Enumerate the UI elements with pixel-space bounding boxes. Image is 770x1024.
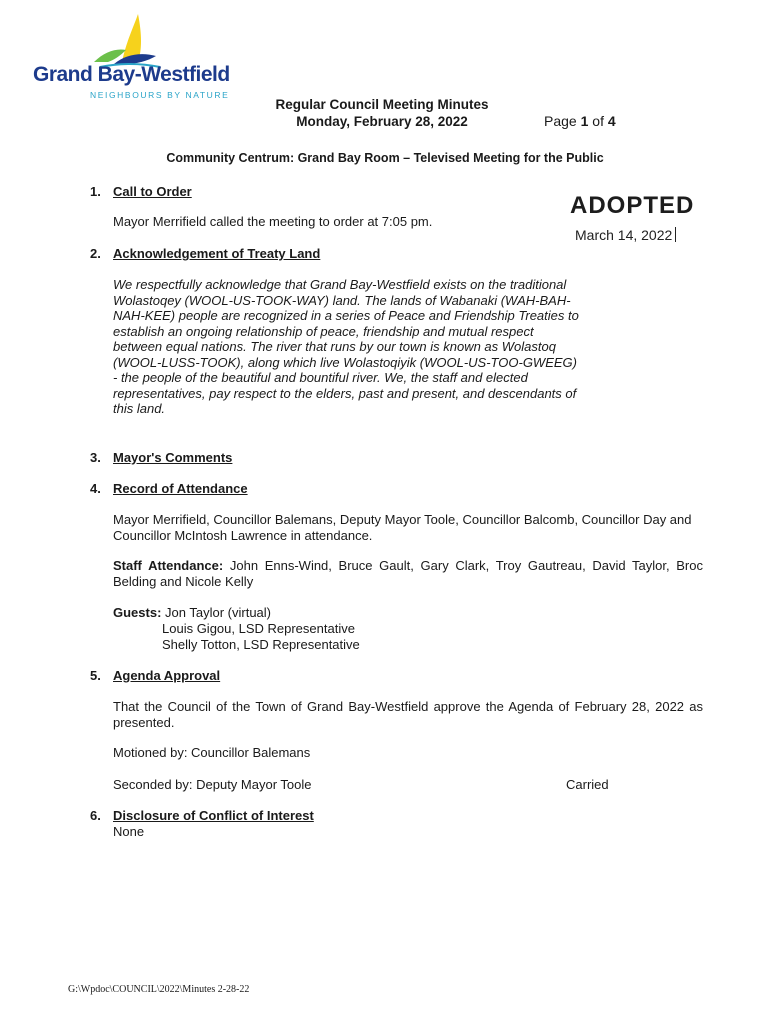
page-indicator [544, 113, 616, 129]
seconded-by: Seconded by: Deputy Mayor Toole [113, 777, 312, 792]
section-1-number: 1. [90, 184, 101, 199]
page-total: 4 [607, 113, 616, 129]
guest-1: Jon Taylor (virtual) [165, 605, 271, 620]
section-1-body: Mayor Merrifield called the meeting to order at 7:05 pm. [113, 214, 433, 229]
logo-wordmark: Grand Bay-Westfield [33, 63, 230, 86]
title-line-1: Regular Council Meeting Minutes [275, 97, 489, 112]
staff-attendance-names: John Enns-Wind, Bruce Gault, Gary Clark, Troy Gautreau, David Taylor, Broc Belding and Nicole Kelly [113, 558, 703, 589]
section-6-number: 6. [90, 808, 101, 823]
page-number: 1 [580, 113, 589, 129]
staff-attendance [113, 558, 703, 590]
treaty-acknowledgement-text: We respectfully acknowledge that Grand Bay-Westfield exists on the traditional Wolastoqey (WOOL-US-TOOK-WAY) land. The lands of Wabanaki (WAH-BAH-NAH-KEE) people are recognized in a series of Peace and Friendship Treaties to establish an ongoing relationship of peace, friendship and mutual respect between equal nations. The river that runs by our town is known as Wolastoq (WOOL-LUSS-TOOK), along which live Wolastoqiyik (WOOL-US-TOO-GWEEG) - the people of the beautiful and bountiful river. We, the staff and elected representatives, pay respect to the elders, past and present, and descendants of this land. [113, 277, 579, 416]
adopted-stamp: ADOPTED [570, 192, 695, 219]
motioned-by: Motioned by: Councillor Balemans [113, 745, 311, 760]
staff-attendance-label: Staff Attendance: [113, 558, 224, 573]
section-6-heading: Disclosure of Conflict of Interest [113, 808, 314, 823]
adopted-date-text: March 14, 2022 [575, 227, 673, 243]
title-line-2: Monday, February 28, 2022 [296, 114, 468, 129]
section-4-heading: Record of Attendance [113, 481, 248, 496]
council-attendance: Mayor Merrifield, Councillor Balemans, Deputy Mayor Toole, Councillor Balcomb, Councillor Day and Councillor McIntosh Lawrence in attendance. [113, 512, 692, 543]
page-word: Page [544, 113, 577, 129]
guest-3: Shelly Totton, LSD Representative [162, 637, 360, 652]
guests-label: Guests: [113, 605, 162, 620]
file-path-footer: G:\Wpdoc\COUNCIL\2022\Minutes 2-28-22 [68, 984, 250, 995]
guests-line [113, 605, 703, 621]
section-3-number: 3. [90, 450, 101, 465]
guest-2: Louis Gigou, LSD Representative [162, 621, 355, 636]
motion-result: Carried [566, 777, 609, 792]
meeting-location: Community Centrum: Grand Bay Room – Televised Meeting for the Public [166, 151, 604, 165]
section-2-heading: Acknowledgement of Treaty Land [113, 246, 321, 261]
section-5-number: 5. [90, 668, 101, 683]
section-1-heading: Call to Order [113, 184, 192, 199]
section-2-number: 2. [90, 246, 101, 261]
agenda-motion: That the Council of the Town of Grand Bay-Westfield approve the Agenda of February 28, 2022 as presented. [113, 699, 703, 730]
logo-tagline: NEIGHBOURS BY NATURE [90, 90, 230, 100]
document-title [232, 96, 532, 130]
section-6-body: None [113, 824, 145, 839]
section-4-number: 4. [90, 481, 101, 496]
page-of-word: of [592, 113, 604, 129]
section-3-heading: Mayor's Comments [113, 450, 233, 465]
section-5-heading: Agenda Approval [113, 668, 221, 683]
